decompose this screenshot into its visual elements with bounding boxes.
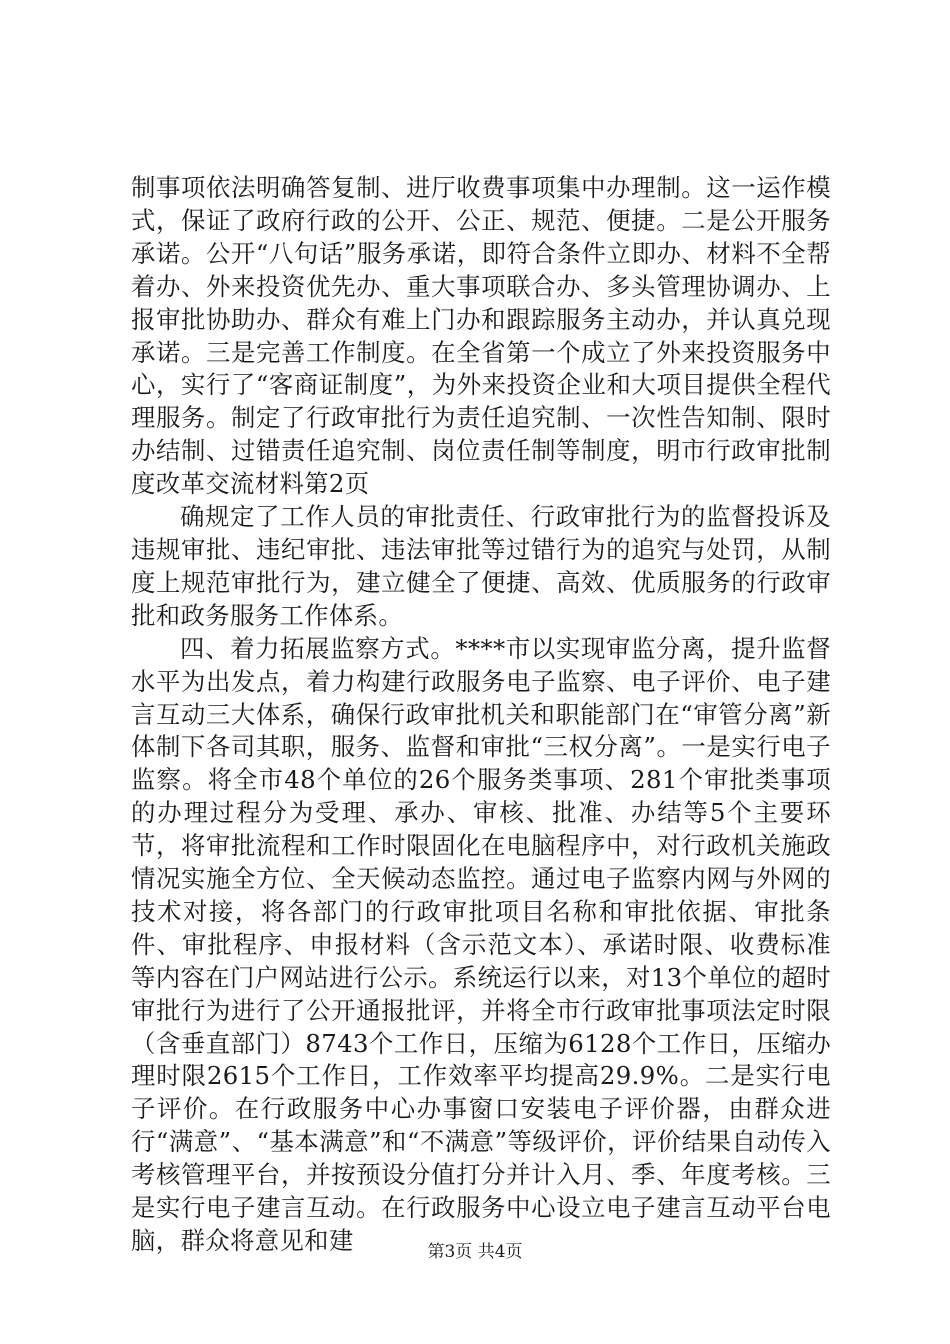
paragraph-1: 制事项依法明确答复制、进厅收费事项集中办理制。这一运作模式，保证了政府行政的公开、公正、规范、便捷。二是公开服务承诺。公开“八句话”服务承诺，即符合条件立即办、材料不全帮着办、外来投资优先办、重大事项联合办、多头管理协调办、上报审批协助办、群众有难上门办和跟踪服务主动办，并认真兑现承诺。三是完善工作制度。在全省第一个成立了外来投资服务中心，实行了“客商证制度”，为外来投资企业和大项目提供全程代理服务。制定了行政审批行为责任追究制、一次性告知制、限时办结制、过错责任追究制、岗位责任制等制度，明市行政审批制度改革交流材料第2页: [131, 173, 831, 499]
paragraph-3: 四、着力拓展监察方式。****市以实现审监分离，提升监督水平为出发点，着力构建行政服务电子监察、电子评价、电子建言互动三大体系，确保行政审批机关和职能部门在“审管分离”新体制下各司其职，服务、监督和审批“三权分离”。一是实行电子监察。将全市48个单位的26个服务类事项、281个审批类事项的办理过程分为受理、承办、审核、批准、办结等5个主要环节，将审批流程和工作时限固化在电脑程序中，对行政机关施政情况实施全方位、全天候动态监控。通过电子监察内网与外网的技术对接，将各部门的行政审批项目名称和审批依据、审批条件、审批程序、申报材料（含示范文本）、承诺时限、收费标准等内容在门户网站进行公示。系统运行以来，对13个单位的超时审批行为进行了公开通报批评，并将全市行政审批事项法定时限（含垂直部门）8743个工作日，压缩为6128个工作日，压缩办理时限2615个工作日，工作效率平均提高29.9%。二是实行电子评价。在行政服务中心办事窗口安装电子评价器，由群众进行“满意”、“基本满意”和“不满意”等级评价，评价结果自动传入考核管理平台，并按预设分值打分并计入月、季、年度考核。三是实行电子建言互动。在行政服务中心设立电子建言互动平台电脑，群众将意见和建: [131, 633, 831, 1255]
paragraph-2: 确规定了工作人员的审批责任、行政审批行为的监督投诉及违规审批、违纪审批、违法审批等过错行为的追究与处罚，从制度上规范审批行为，建立健全了便捷、高效、优质服务的行政审批和政务服务工作体系。: [131, 502, 831, 630]
document-body: [131, 172, 831, 1258]
page-number-footer: 第3页 共4页: [427, 1242, 523, 1262]
